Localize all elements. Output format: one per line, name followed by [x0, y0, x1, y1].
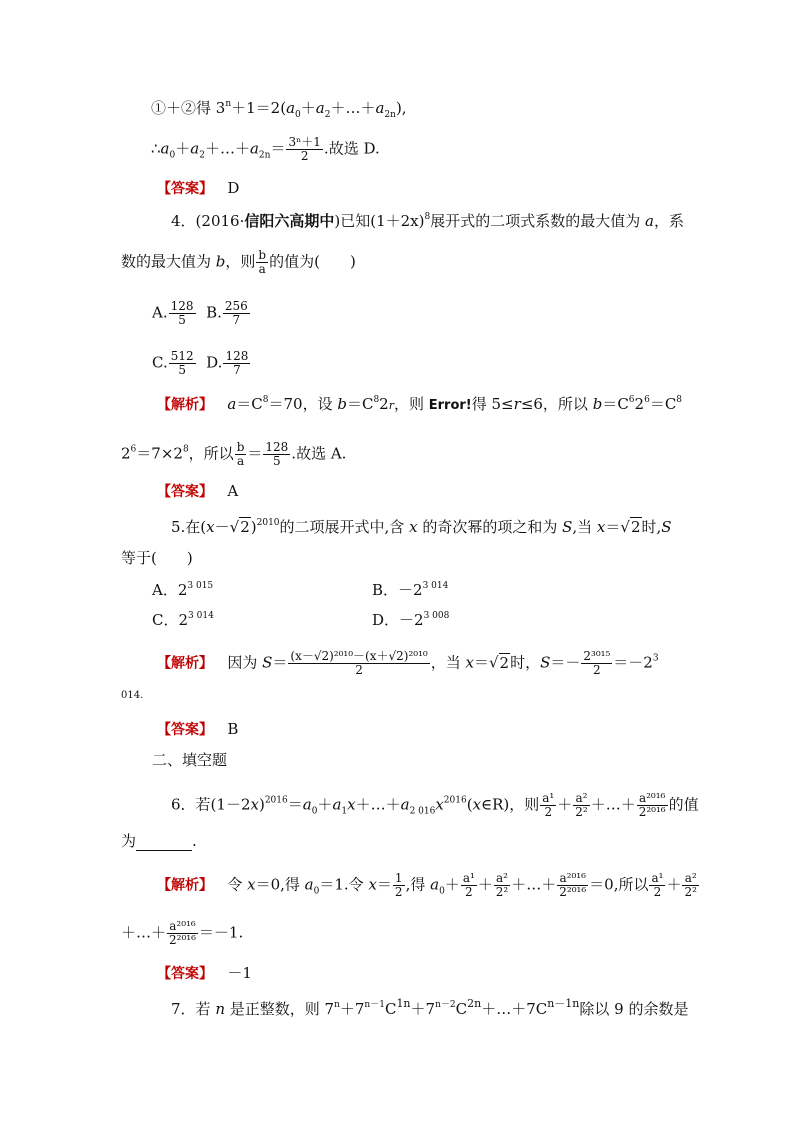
fraction: $\frac{128}{5}$ [170, 299, 194, 327]
question-5-line-1: 5.在$(x-√2)^{2010}$的二项展开式中,含 x 的奇次幂的项之和为 S,当 x＝√2时,S [171, 518, 672, 536]
question-7-line-1: 7．若 n 是正整数，则 $7^n+7^{n-1}C^{1n}+7^{n-2}C^{2n}+\dots+7C^{n-1n}$除以 9 的余数是 [171, 997, 689, 1018]
fraction: $\frac{128}{5}$ [265, 440, 289, 468]
question-4-options-cd: C. $\frac{512}{5}$ D. $\frac{128}{7}$ [152, 349, 249, 377]
analysis-tag: 【解析】 [157, 655, 213, 672]
answer-5: 【答案】 B [157, 720, 239, 738]
fraction: $\frac{\text{a²⁰¹⁶}}{\text{2²⁰¹⁶}}$ [638, 791, 666, 819]
fraction: $\frac{1}{2}$ [394, 871, 403, 899]
answer-blank [136, 836, 192, 851]
fraction: $\frac{\text{a²}}{\text{2²}}$ [684, 871, 697, 899]
fraction: $\frac{b}{a}$ [236, 440, 245, 468]
answer-tag: 【答案】 [157, 484, 213, 500]
answer-6: 【答案】 －1 [157, 964, 252, 982]
analysis-tag: 【解析】 [157, 877, 213, 894]
fraction: $\frac{\text{3ⁿ＋1}}{2}$ [288, 135, 321, 163]
analysis-4-line-2: $2^6=7\times 2^8$，所以 $\frac{b}{a}$ ＝ $\frac{128}{5}$ .故选 A. [121, 440, 347, 468]
question-6-line-2: 为 . [121, 832, 197, 850]
question-source: 信阳六高期中 [244, 212, 335, 230]
question-4-line-1: 4．(2016·信阳六高期中)已知$(1+2x)^8$展开式的二项式系数的最大值为 a，系 [171, 212, 684, 230]
fraction: $\frac{\text{a²⁰¹⁶}}{\text{2²⁰¹⁶}}$ [169, 919, 196, 947]
line-2: $\therefore a_0+a_2+\dots+a_{2n}=$ $\frac{\text{3ⁿ＋1}}{2}$ .故选 D. [151, 135, 380, 163]
question-5-line-2: 等于( ) [121, 549, 193, 567]
answer-tag: 【答案】 [157, 722, 213, 738]
question-4-line-2: 数的最大值为 b，则 $\frac{b}{a}$ 的值为( ) [121, 248, 356, 276]
fraction: $\frac{\text{(x－√2)²⁰¹⁰－(x＋√2)²⁰¹⁰}}{2}$ [290, 649, 428, 677]
fraction: $\frac{\text{a²}}{\text{2²}}$ [495, 871, 509, 899]
fraction: $\frac{\text{a¹}}{2}$ [462, 871, 475, 899]
analysis-5-line-1: 【解析】 因为 S＝ $\frac{\text{(x－√2)²⁰¹⁰－(x＋√2)²⁰¹⁰}}{2}$ ，当 x＝√2时，S＝－ $\frac{\text{2³⁰¹⁵}}{2}$ $=-2^3$ [157, 649, 659, 677]
fraction: $\frac{\text{a¹}}{2}$ [542, 791, 555, 819]
question-4-options-ab: A. $\frac{128}{5}$ B. $\frac{256}{7}$ [152, 299, 248, 327]
fraction: $\frac{\text{a²}}{\text{2²}}$ [575, 791, 588, 819]
question-5-option-d: D．$-2^{3 008}$ [372, 611, 450, 629]
fraction: $\frac{128}{7}$ [225, 349, 249, 377]
analysis-4-line-1: 【解析】 $a=C^8=70$，设 $b=C^82r$，则 Error!得 5≤r≤6，所以 $b=C^62^6=C^8$ [157, 395, 683, 413]
answer-3: 【答案】 D [157, 179, 240, 197]
question-5-option-a: A．$2^{3 015}$ [152, 581, 214, 599]
analysis-5-line-2: 014. [121, 690, 144, 701]
fraction: $\frac{\text{a¹}}{2}$ [651, 871, 664, 899]
fraction: $\frac{256}{7}$ [224, 299, 248, 327]
answer-tag: 【答案】 [157, 966, 213, 982]
question-5-option-b: B．$-2^{3 014}$ [372, 581, 449, 599]
fraction: $\frac{b}{a}$ [258, 248, 267, 276]
analysis-6-line-2: ＋…＋ $\frac{\text{a²⁰¹⁶}}{\text{2²⁰¹⁶}}$ ＝－1. [121, 919, 244, 947]
question-6-line-1: 6．若$(1-2x)^{2016}=a_0+a_1x+\dots+a_{2 016}x^{2016}(x\in R)$，则 $\frac{\text{a¹}}{2}$ ＋ $\frac{\text{a²}}{\text{2²}}$ ＋…＋ $\frac{\text{a²⁰¹⁶}}{\text{2²⁰¹⁶}}$ 的值 [171, 791, 699, 819]
line-1: ①＋②得 $3^n+1=2(a_0+a_2+\dots+a_{2n})$, [151, 99, 407, 120]
fraction: $\frac{512}{5}$ [170, 349, 194, 377]
analysis-tag: 【解析】 [157, 397, 213, 413]
answer-tag: 【答案】 [157, 181, 213, 197]
section-heading: 二、填空题 [152, 751, 228, 769]
question-5-option-c: C．$2^{3 014}$ [152, 611, 214, 629]
answer-4: 【答案】 A [157, 482, 239, 500]
fraction: $\frac{\text{a²⁰¹⁶}}{\text{2²⁰¹⁶}}$ [559, 871, 587, 899]
analysis-6-line-1: 【解析】 令 x＝0,得 $a_0=1$.令 x＝ $\frac{1}{2}$ ,得 $a_0+$ $\frac{\text{a¹}}{2}$ ＋ $\frac{\text{a²}}{\text{2²}}$ ＋…＋ $\frac{\text{a²⁰¹⁶}}{\text{2²⁰¹⁶}}$ ＝0,所以 $\frac{\text{a¹}}{2}$ ＋ $\frac{\text{a²}}{\text{2²}}$ [157, 871, 697, 899]
fraction: $\frac{\text{2³⁰¹⁵}}{2}$ [583, 649, 611, 677]
